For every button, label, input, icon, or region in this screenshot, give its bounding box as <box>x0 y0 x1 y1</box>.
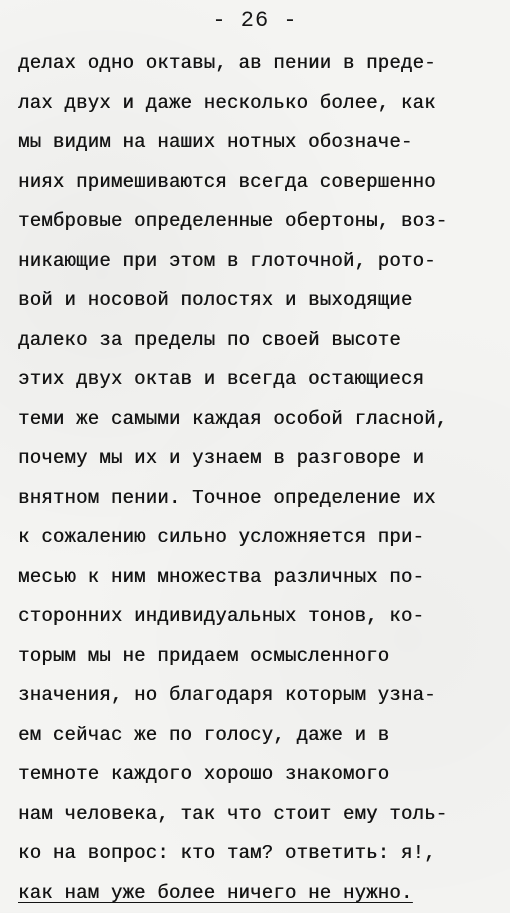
text-line: нам человека, так что стоит ему толь- <box>18 795 500 835</box>
text-line: торым мы не придаем осмысленного <box>18 637 500 677</box>
text-line: никающие при этом в глоточной, рото- <box>18 242 500 282</box>
text-line: внятном пении. Точное определение их <box>18 479 500 519</box>
text-line: теми же самыми каждая особой гласной, <box>18 400 500 440</box>
body-text <box>18 44 500 913</box>
text-line: сторонних индивидуальных тонов, ко- <box>18 597 500 637</box>
text-line: ем сейчас же по голосу, даже и в <box>18 716 500 756</box>
text-line: мы видим на наших нотных обозначе- <box>18 123 500 163</box>
text-line: делах одно октавы, ав пении в преде- <box>18 44 500 84</box>
text-line: темноте каждого хорошо знакомого <box>18 755 500 795</box>
text-line: почему мы их и узнаем в разговоре и <box>18 439 500 479</box>
text-line: ниях примешиваются всегда совершенно <box>18 163 500 203</box>
text-line: значения, но благодаря которым узна- <box>18 676 500 716</box>
text-line: ко на вопрос: кто там? ответить: я!, <box>18 834 500 874</box>
text-line: этих двух октав и всегда остающиеся <box>18 360 500 400</box>
page-number: - 26 - <box>0 8 510 33</box>
text-line: вой и носовой полостях и выходящие <box>18 281 500 321</box>
text-line: к сожалению сильно усложняется при- <box>18 518 500 558</box>
text-line: лах двух и даже несколько более, как <box>18 84 500 124</box>
text-line: тембровые определенные обертоны, воз- <box>18 202 500 242</box>
text-line: далеко за пределы по своей высоте <box>18 321 500 361</box>
text-line: как нам уже более ничего не нужно. <box>18 874 500 913</box>
text-line: месью к ним множества различных по- <box>18 558 500 598</box>
